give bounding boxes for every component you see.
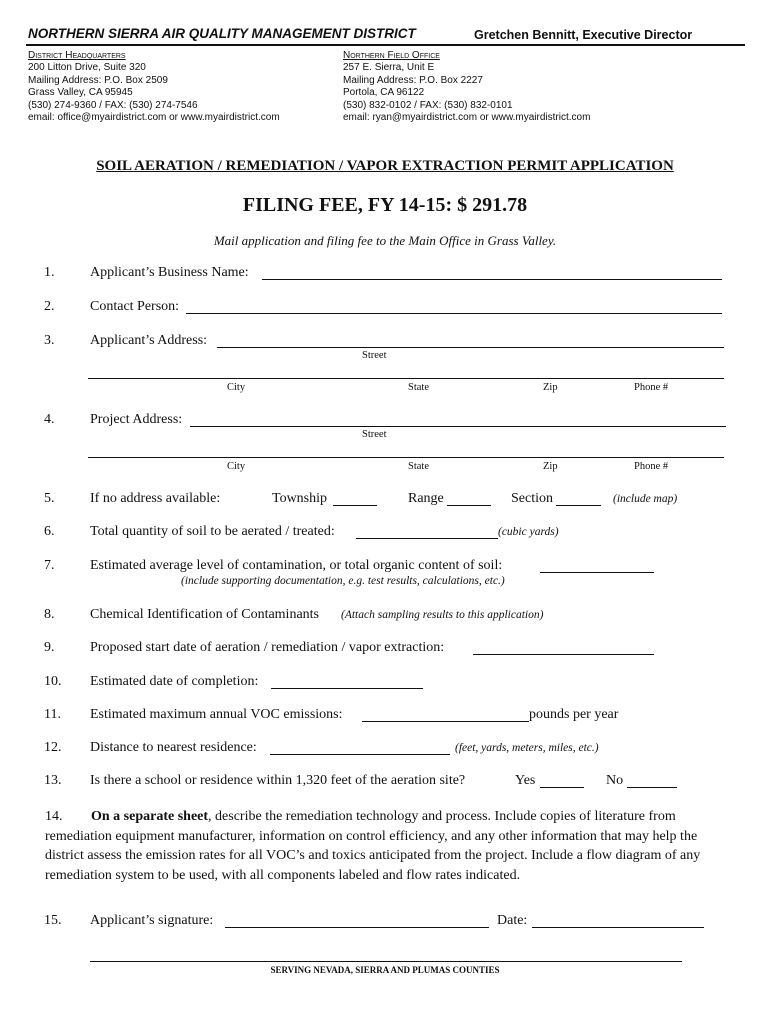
residence-distance-label: Distance to nearest residence: (90, 740, 257, 755)
separate-sheet-instruction (45, 807, 735, 885)
north-line: (530) 832-0102 / FAX: (530) 832-0101 (343, 99, 513, 111)
item-number: 3. (44, 333, 55, 348)
item-number: 5. (44, 491, 55, 506)
item-number: 13. (44, 773, 62, 788)
north-office-block (343, 50, 590, 124)
no-label: No (606, 773, 624, 788)
header-rule (26, 44, 745, 46)
contact-person-field[interactable] (186, 313, 722, 314)
executive-director: Gretchen Bennitt, Executive Director (474, 28, 693, 42)
separate-sheet-emphasis: On a separate sheet (91, 809, 209, 824)
contamination-level-label: Estimated average level of contamination, or total organic content of soil: (90, 558, 503, 573)
footer-text: SERVING NEVADA, SIERRA AND PLUMAS COUNTIES (270, 965, 500, 975)
hq-line: Grass Valley, CA 95945 (28, 87, 133, 99)
item-number: 15. (44, 913, 62, 928)
chemical-id-label: Chemical Identification of Contaminants (90, 607, 319, 622)
item-number: 6. (44, 524, 55, 539)
filing-fee: FILING FEE, FY 14-15: $ 291.78 (242, 194, 528, 216)
section-label: Section (511, 491, 553, 506)
business-name-label: Applicant’s Business Name: (90, 265, 249, 280)
township-label: Township (272, 491, 328, 506)
residence-distance-field[interactable] (270, 754, 450, 755)
item-number: 1. (44, 265, 55, 280)
applicant-city-state-zip-field[interactable] (88, 378, 724, 379)
item-number: 11. (44, 707, 61, 722)
voc-emissions-field[interactable] (362, 721, 529, 722)
city-caption: City (227, 461, 246, 472)
no-address-label: If no address available: (90, 491, 221, 506)
item-number: 12. (44, 740, 62, 755)
completion-date-label: Estimated date of completion: (90, 674, 259, 689)
north-line: email: ryan@myairdistrict.com or www.myairdistrict.com (343, 112, 591, 124)
contamination-level-field[interactable] (540, 572, 654, 573)
form-title: SOIL AERATION / REMEDIATION / VAPOR EXTRACTION PERMIT APPLICATION (96, 158, 674, 174)
zip-caption: Zip (543, 382, 558, 393)
city-caption: City (227, 382, 246, 393)
north-line: Mailing Address: P.O. Box 2227 (343, 74, 483, 86)
separate-sheet-text: , describe the remediation technology and process. Include copies of literature from remediation equipment manufacturer, information on control efficiency, and any other information that may help the district assess the emission rates for all VOC’s and toxics anticipated from the project. Include a flow diagram of any remediation system to be used, with all components labeled and flow rates indicated. (45, 809, 701, 883)
project-street-field[interactable] (190, 426, 726, 427)
start-date-label: Proposed start date of aeration / remediation / vapor extraction: (90, 640, 445, 655)
mail-instruction: Mail application and filing fee to the Main Office in Grass Valley. (213, 233, 557, 248)
distance-units-note: (feet, yards, meters, miles, etc.) (455, 742, 599, 754)
soil-quantity-label: Total quantity of soil to be aerated / treated: (90, 524, 335, 539)
yes-label: Yes (515, 773, 536, 788)
item-number: 14. (45, 809, 63, 824)
item-number: 4. (44, 412, 55, 427)
yes-field[interactable] (540, 787, 584, 788)
district-name: NORTHERN SIERRA AIR QUALITY MANAGEMENT DISTRICT (28, 26, 416, 41)
section-field[interactable] (556, 505, 601, 506)
item-number: 7. (44, 558, 55, 573)
hq-heading: District Headquarters (28, 50, 126, 61)
north-line: Portola, CA 96122 (343, 87, 425, 99)
soil-quantity-field[interactable] (356, 538, 498, 539)
start-date-field[interactable] (473, 654, 654, 655)
completion-date-field[interactable] (271, 688, 423, 689)
applicant-street-field[interactable] (217, 347, 724, 348)
school-question-label: Is there a school or residence within 1,320 feet of the aeration site? (90, 773, 466, 788)
township-field[interactable] (333, 505, 377, 506)
include-map-note: (include map) (613, 493, 678, 505)
applicant-address-label: Applicant’s Address: (90, 333, 208, 348)
item-number: 9. (44, 640, 55, 655)
project-city-state-zip-field[interactable] (88, 457, 724, 458)
signature-label: Applicant’s signature: (90, 913, 214, 928)
street-caption: Street (362, 429, 387, 440)
business-name-field[interactable] (262, 279, 722, 280)
hq-office-block (28, 50, 280, 124)
state-caption: State (408, 382, 429, 393)
range-field[interactable] (447, 505, 491, 506)
date-field[interactable] (532, 927, 704, 928)
phone-caption: Phone # (634, 382, 669, 393)
voc-emissions-label: Estimated maximum annual VOC emissions: (90, 707, 343, 722)
cubic-yards-unit: (cubic yards) (498, 526, 559, 538)
hq-line: 200 Litton Drive, Suite 320 (28, 62, 146, 74)
street-caption: Street (362, 350, 387, 361)
project-address-label: Project Address: (90, 412, 183, 427)
item-number: 2. (44, 299, 55, 314)
sampling-results-note: (Attach sampling results to this application) (341, 609, 544, 621)
hq-line: email: office@myairdistrict.com or www.myairdistrict.com (28, 112, 280, 124)
state-caption: State (408, 461, 429, 472)
phone-caption: Phone # (634, 461, 669, 472)
item-number: 8. (44, 607, 55, 622)
contact-person-label: Contact Person: (90, 299, 180, 314)
hq-line: (530) 274-9360 / FAX: (530) 274-7546 (28, 99, 198, 111)
north-line: 257 E. Sierra, Unit E (343, 62, 435, 74)
date-label: Date: (497, 913, 528, 928)
item-number: 10. (44, 674, 62, 689)
signature-field[interactable] (225, 927, 489, 928)
no-field[interactable] (627, 787, 677, 788)
range-label: Range (408, 491, 444, 506)
north-heading: Northern Field Office (343, 50, 440, 61)
pounds-per-year-unit: pounds per year (529, 707, 619, 722)
footer-rule (90, 961, 682, 962)
hq-line: Mailing Address: P.O. Box 2509 (28, 74, 168, 86)
zip-caption: Zip (543, 461, 558, 472)
supporting-doc-note: (include supporting documentation, e.g. test results, calculations, etc.) (181, 575, 505, 587)
